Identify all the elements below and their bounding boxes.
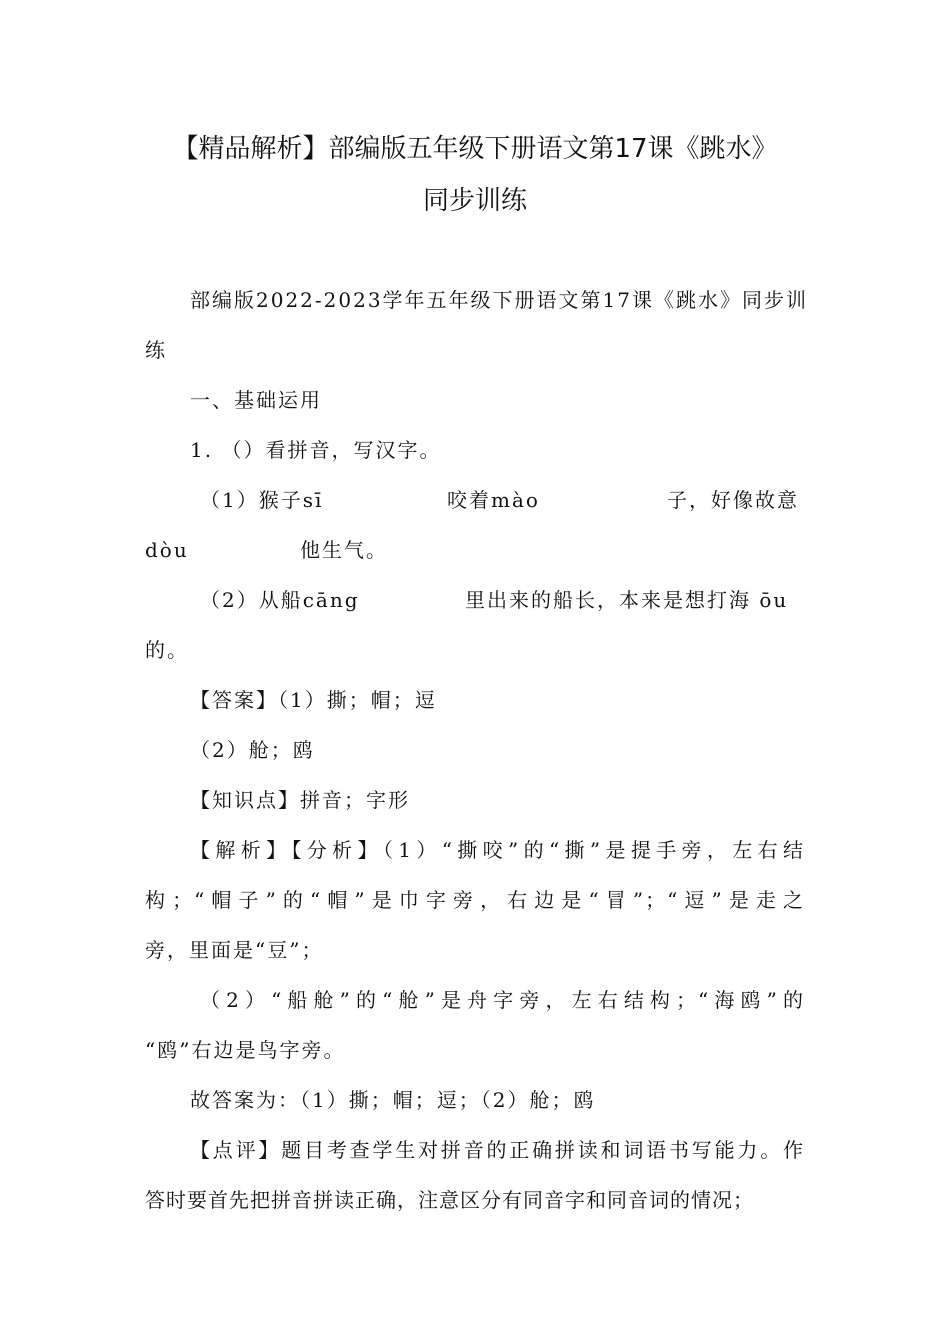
comment-line2: 答时要首先把拼音拼读正确，注意区分有同音字和同音词的情况； [145,1188,754,1212]
analysis-line3: 旁，里面是“豆”； [145,938,324,962]
analysis-line5: “鸥”右边是鸟字旁。 [145,1038,346,1062]
answer-text-1: （1）撕；帽；逗 [278,688,437,712]
answer-line2: （2）舱；鸥 [190,738,315,762]
analysis-text-1: （1）“撕咬”的“撕”是提手旁，左右结 [382,838,806,862]
document-title-line1: 【精品解析】部编版五年级下册语文第17课《跳水》 [172,134,778,164]
answer-tag: 【答案】 [190,688,278,712]
comment-line1 [190,1125,805,1175]
conclusion-line: 故答案为：（1）撕；帽；逗；（2）舱；鸥 [190,1088,596,1112]
analysis-line2: 构；“帽子”的“帽”是巾字旁，右边是“冒”；“逗”是走之 [145,888,805,912]
analysis-line1 [190,825,805,875]
knowledge-tag: 【知识点】 [190,788,300,812]
q1-part1-b: 咬着mào [447,488,540,512]
analysis-tag: 【解析】【分析】 [190,838,383,862]
section-heading: 一、基础运用 [190,388,322,412]
q1-part1-e: 他生气。 [300,538,388,562]
analysis-line4: （2）“船舱”的“舱”是舟字旁，左右结构；“海鸥”的 [200,988,805,1012]
q1-part2-b: 里出来的船长，本来是想打海 ōu [465,588,789,612]
knowledge-line [190,775,805,825]
question-1-stem: 1. （）看拼音，写汉字。 [190,438,442,462]
comment-text-1: 题目考查学生对拼音的正确拼读和词语书写能力。作 [281,1138,806,1162]
q1-part1-d: dòu [145,538,189,562]
comment-tag: 【点评】 [190,1138,282,1162]
intro-line2: 练 [145,338,167,362]
answer-line1 [190,675,805,725]
question-1-part2-line2: 的。 [145,638,189,662]
q1-part2-a: （2）从船cāng [200,588,360,612]
knowledge-text: 拼音；字形 [300,788,410,812]
q1-part1-c: 子，好像故意 [667,488,799,512]
intro-line1: 部编版2022-2023学年五年级下册语文第17课《跳水》同步训 [190,288,809,312]
document-title-line2: 同步训练 [422,186,527,216]
q1-part1-a: （1）猴子sī [200,488,324,512]
